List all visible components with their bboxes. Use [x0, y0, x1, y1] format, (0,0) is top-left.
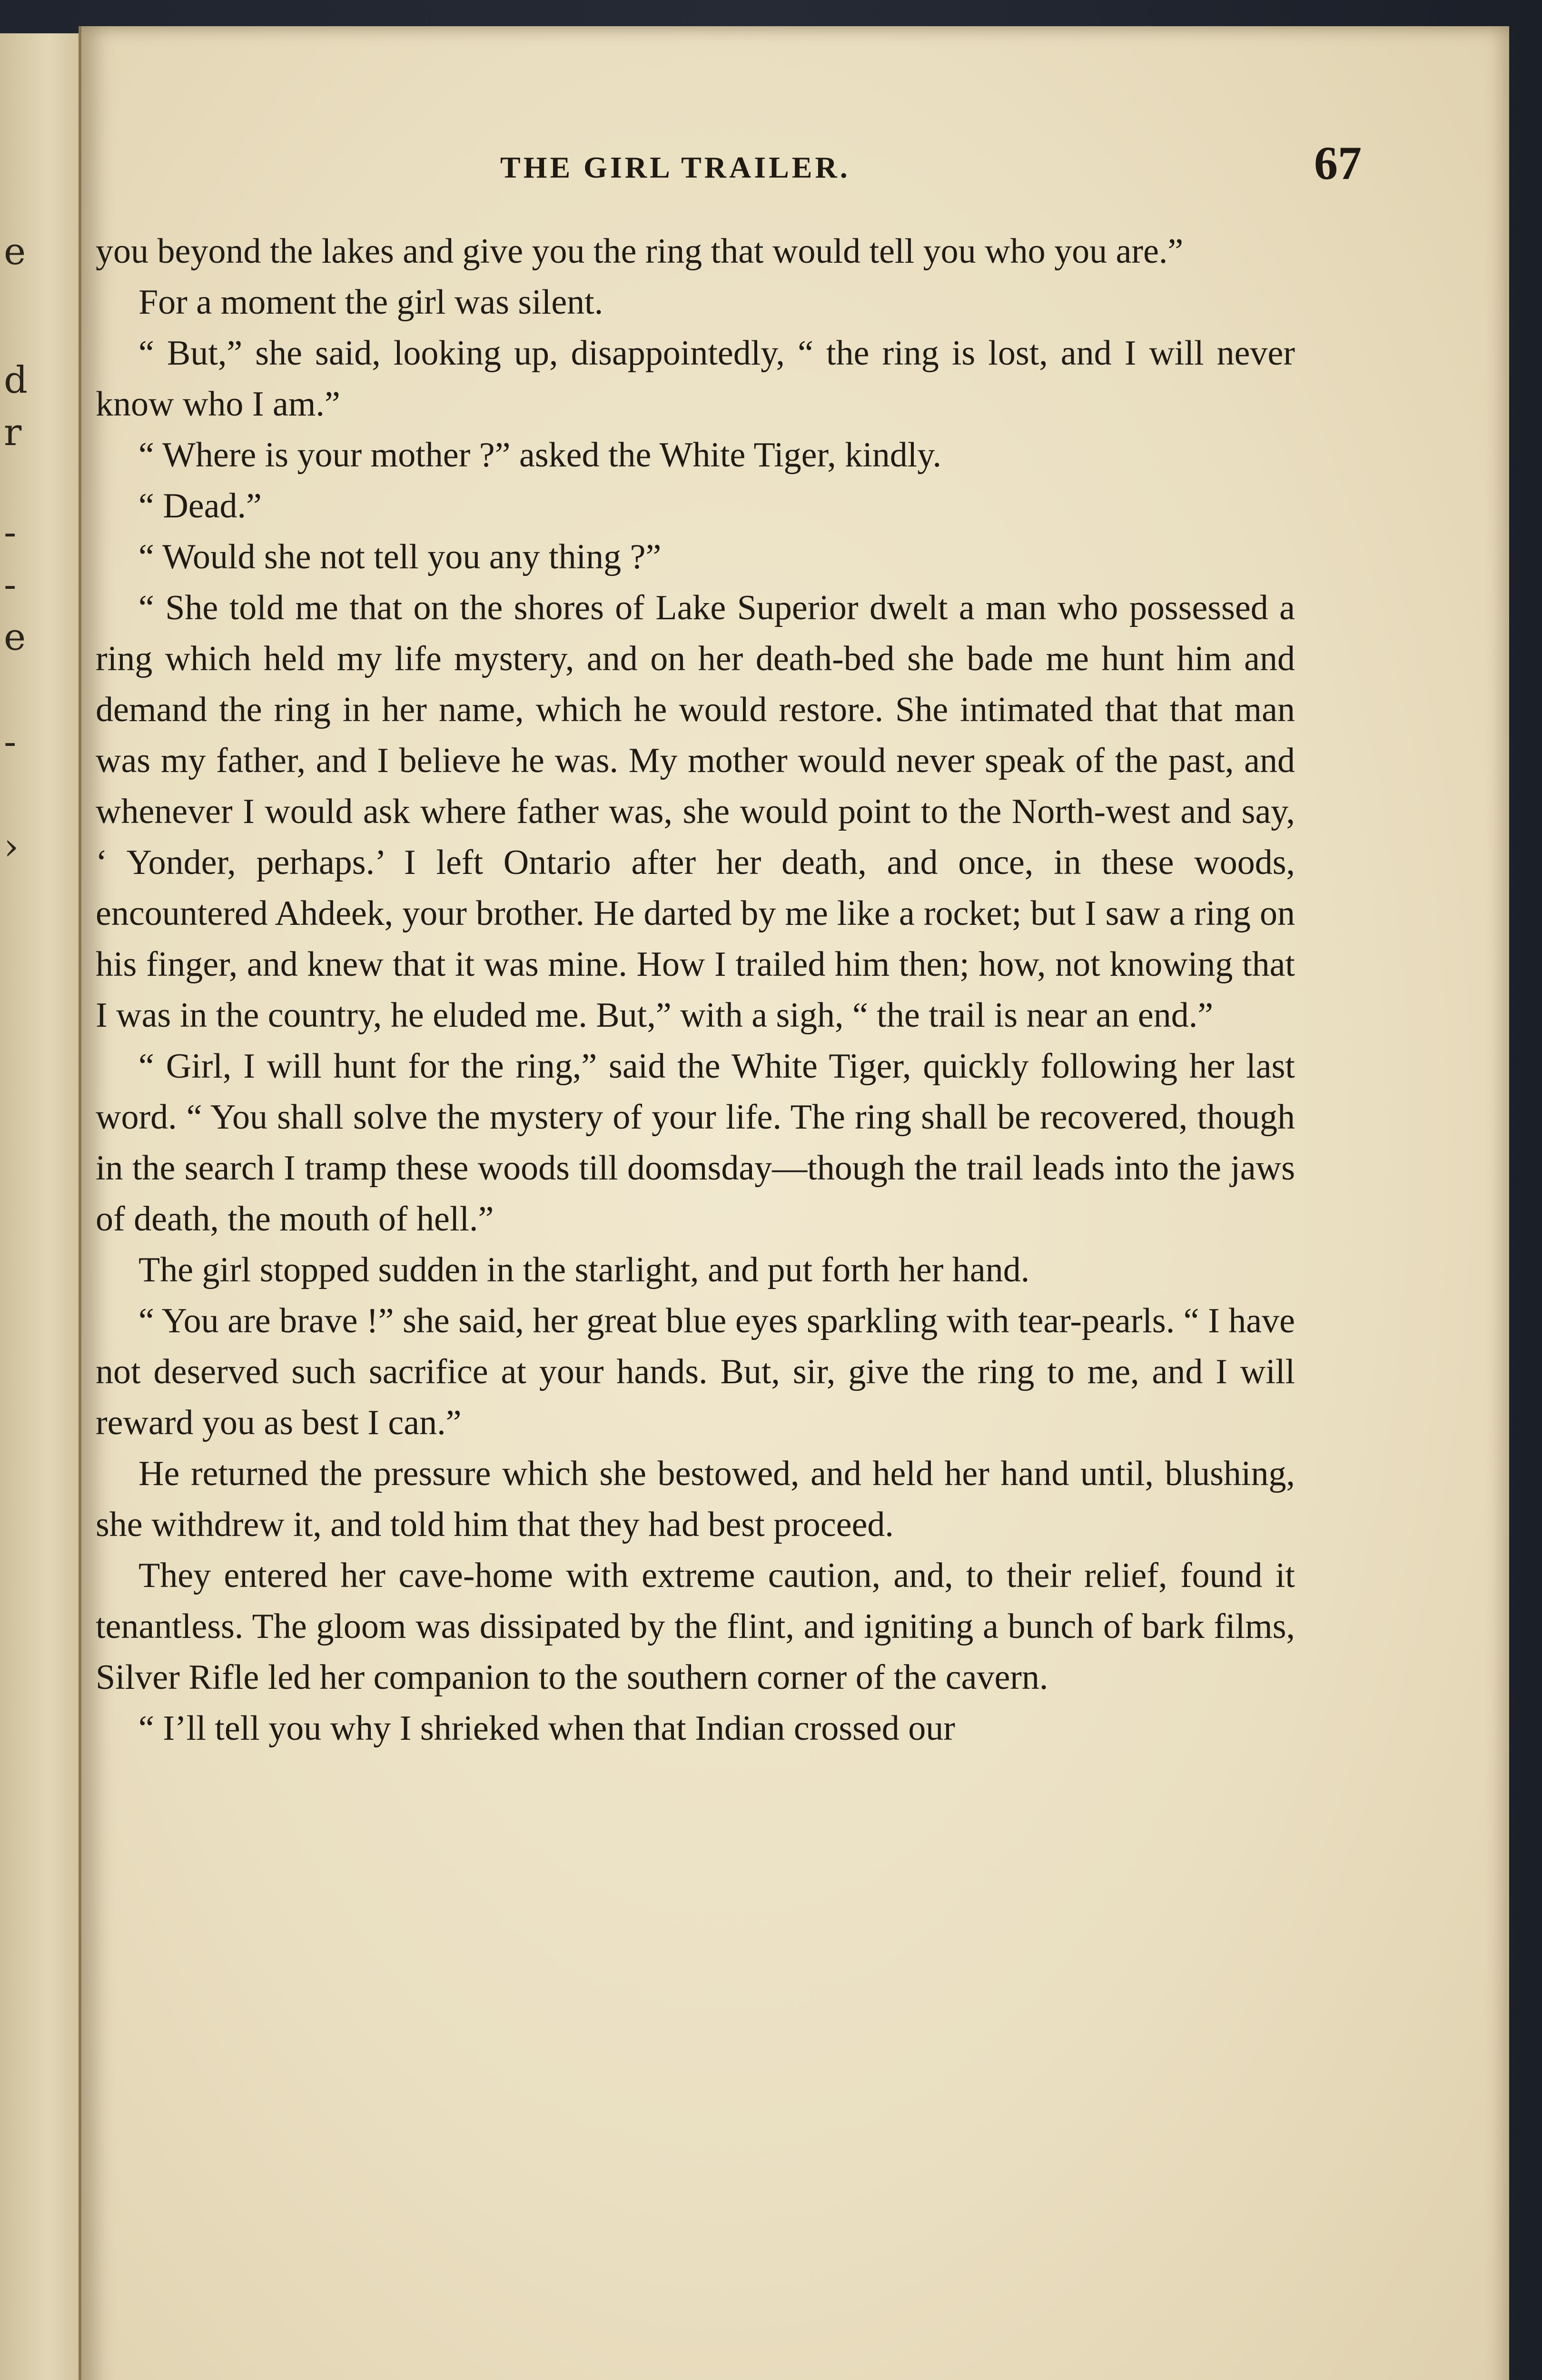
facing-page-fragment: ›	[4, 825, 19, 868]
paragraph: “ Girl, I will hunt for the ring,” said the White Tiger, quickly following her last word. “ You shall solve the mystery of your life. The ring shall be recovered, though in the search I tramp these woods till doomsday—though the trail leads into the jaws of death, the mouth of hell.”	[96, 1047, 1295, 1239]
facing-page-fragment: -	[4, 511, 17, 554]
facing-page-fragment: e	[4, 230, 26, 273]
paragraph: The girl stopped sudden in the starlight, and put forth her hand.	[138, 1250, 1030, 1289]
paragraph: “ Where is your mother ?” asked the White Tiger, kindly.	[138, 436, 942, 475]
paragraph: “ She told me that on the shores of Lake Superior dwelt a man who possessed a ring which held my life mystery, and on her death-bed she bade me hunt him and demand the ring in her name, which he would restore. She intimated that that man was my father, and I believe he was. My mother would never speak of the past, and whenever I would ask where father was, she would point to the North-west and say, ‘ Yonder, perhaps.’ I left Ontario after her death, and once, in these woods, encountered Ahdeek, your brother. He darted by me like a rocket; but I saw a ring on his finger, and knew that it was mine. How I trailed him then; how, not knowing that I was in the country, he eluded me. But,” with a sigh, “ the trail is near an end.”	[96, 588, 1295, 1035]
facing-page-edge	[0, 33, 86, 2380]
paragraph: “ You are brave !” she said, her great blue eyes sparkling with tear-pearls. “ I have not deserved such sacrifice at your hands. But, sir, give the ring to me, and I will reward you as best I can.”	[96, 1301, 1295, 1442]
book-page	[79, 26, 1509, 2380]
paragraph: He returned the pressure which she bestowed, and held her hand until, blushing, she withdrew it, and told him that they had best proceed.	[96, 1454, 1295, 1544]
facing-page-fragment: -	[4, 721, 17, 764]
paragraph: “ Dead.”	[138, 486, 262, 526]
facing-page-fragment: e	[4, 616, 26, 659]
running-head: THE GIRL TRAILER.	[500, 150, 850, 184]
paragraph: They entered her cave-home with extreme caution, and, to their relief, found it tenantless. The gloom was dissipated by the flint, and igniting a bunch of bark films, Silver Rifle led her companion to the southern corner of the cavern.	[96, 1556, 1295, 1697]
paragraph: “ Would she not tell you any thing ?”	[138, 537, 662, 576]
facing-page-fragment: d	[4, 359, 28, 402]
facing-page-fragment: -	[4, 564, 17, 606]
body-text	[96, 226, 1295, 1754]
facing-page-fragment: r	[4, 411, 22, 454]
paragraph: “ But,” she said, looking up, disappointedly, “ the ring is lost, and I will never know who I am.”	[96, 334, 1295, 424]
paragraph: you beyond the lakes and give you the ring that would tell you who you are.”	[96, 232, 1184, 271]
page-header	[81, 136, 1509, 193]
paragraph: “ I’ll tell you why I shrieked when that Indian crossed our	[138, 1709, 955, 1748]
paragraph: For a moment the girl was silent.	[138, 283, 603, 322]
page-number: 67	[1314, 137, 1362, 189]
